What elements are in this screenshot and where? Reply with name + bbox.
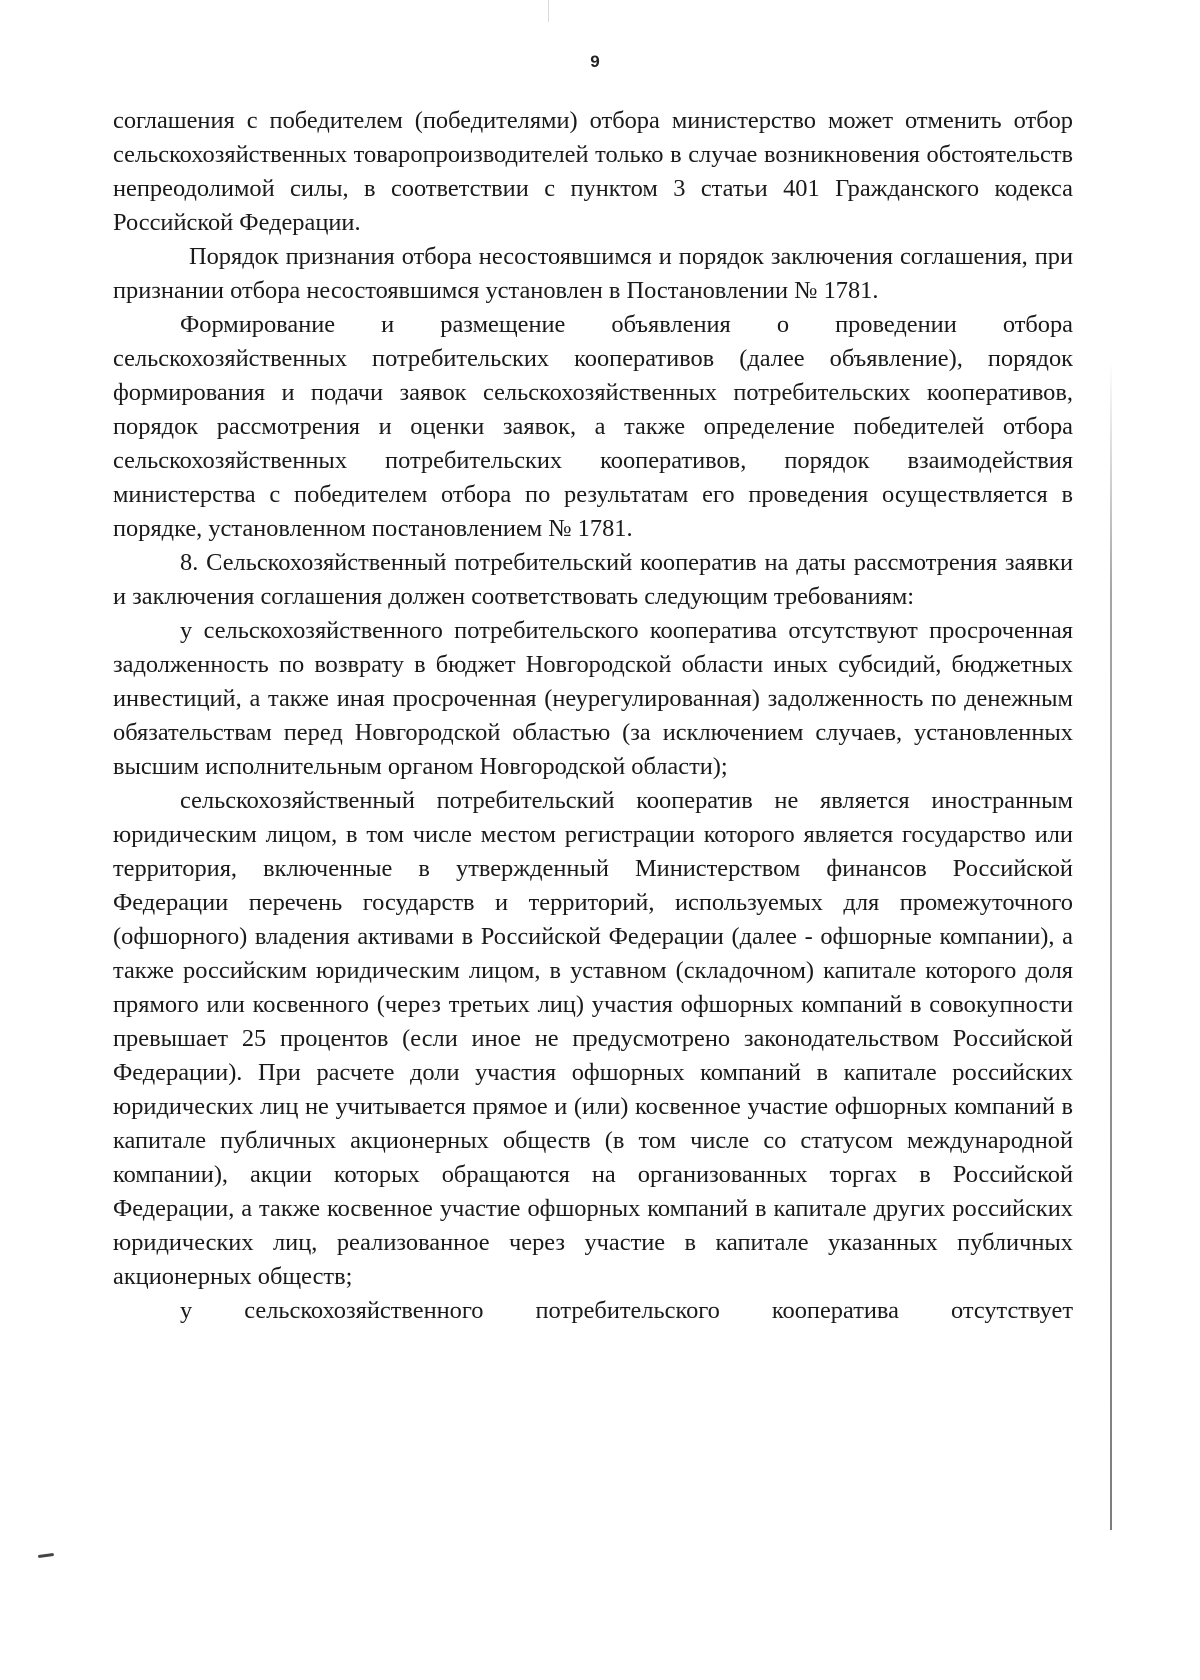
scan-edge-shadow — [1110, 360, 1112, 1530]
paragraph-not-foreign-entity: сельскохозяйственный потребительский кооператив не является иностранным юридическим лицом, в том числе местом регистрации которого является государство или территория, включенные в утвержденный Министерством финансов Российской Федерации перечень государств и территорий, используемых для промежуточного (офшорного) владения активами в Российской Федерации (далее - офшорные компании), а также российским юридическим лицом, в уставном (складочном) капитале которого доля прямого или косвенного (через третьих лиц) участия офшорных компаний в совокупности превышает 25 процентов (если иное не предусмотрено законодательством Российской Федерации). При расчете доли участия офшорных компаний в капитале российских юридических лиц не учитывается прямое и (или) косвенное участие офшорных компаний в капитале публичных акционерных обществ (в том числе со статусом международной компании), акции которых обращаются на организованных торгах в Российской Федерации, а также косвенное участие офшорных компаний в капитале других российских юридических лиц, реализованное через участие в капитале указанных публичных акционерных обществ; — [113, 787, 1073, 1290]
paragraph-announcement-formation: Формирование и размещение объявления о проведении отбора сельскохозяйственных потребительских кооперативов (далее объявление), порядок формирования и подачи заявок сельскохозяйственных потребительских кооперативов, порядок рассмотрения и оценки заявок, а также определение победителей отбора сельскохозяйственных потребительских кооперативов, порядок взаимодействия министерства с победителем отбора по результатам его проведения осуществляется в порядке, установленном постановлением № 1781. — [113, 311, 1073, 542]
scan-edge-mark — [548, 0, 549, 22]
scan-artifact-mark — [38, 1553, 54, 1558]
paragraph-continuation: соглашения с победителем (победителями) отбора министерство может отменить отбор сельскохозяйственных товаропроизводителей только в случае возникновения обстоятельств непреодолимой силы, в соответствии с пунктом 3 статьи 401 Гражданского кодекса Российской Федерации. — [113, 107, 1073, 236]
paragraph-item-8: 8. Сельскохозяйственный потребительский кооператив на даты рассмотрения заявки и заключения соглашения должен соответствовать следующим требованиям: — [113, 549, 1073, 610]
document-body — [113, 104, 1073, 1328]
page-number: 9 — [590, 52, 600, 71]
paragraph-procedure-failed-selection: Порядок признания отбора несостоявшимся и порядок заключения соглашения, при признании отбора несостоявшимся установлен в Постановлении № 1781. — [113, 243, 1073, 304]
paragraph-no-overdue-debt: у сельскохозяйственного потребительского кооператива отсутствуют просроченная задолженность по возврату в бюджет Новгородской области иных субсидий, бюджетных инвестиций, а также иная просроченная (неурегулированная) задолженность по денежным обязательствам перед Новгородской областью (за исключением случаев, установленных высшим исполнительным органом Новгородской области); — [113, 617, 1073, 780]
paragraph-absence-continued: у сельскохозяйственного потребительского кооператива отсутствует — [180, 1297, 1073, 1324]
